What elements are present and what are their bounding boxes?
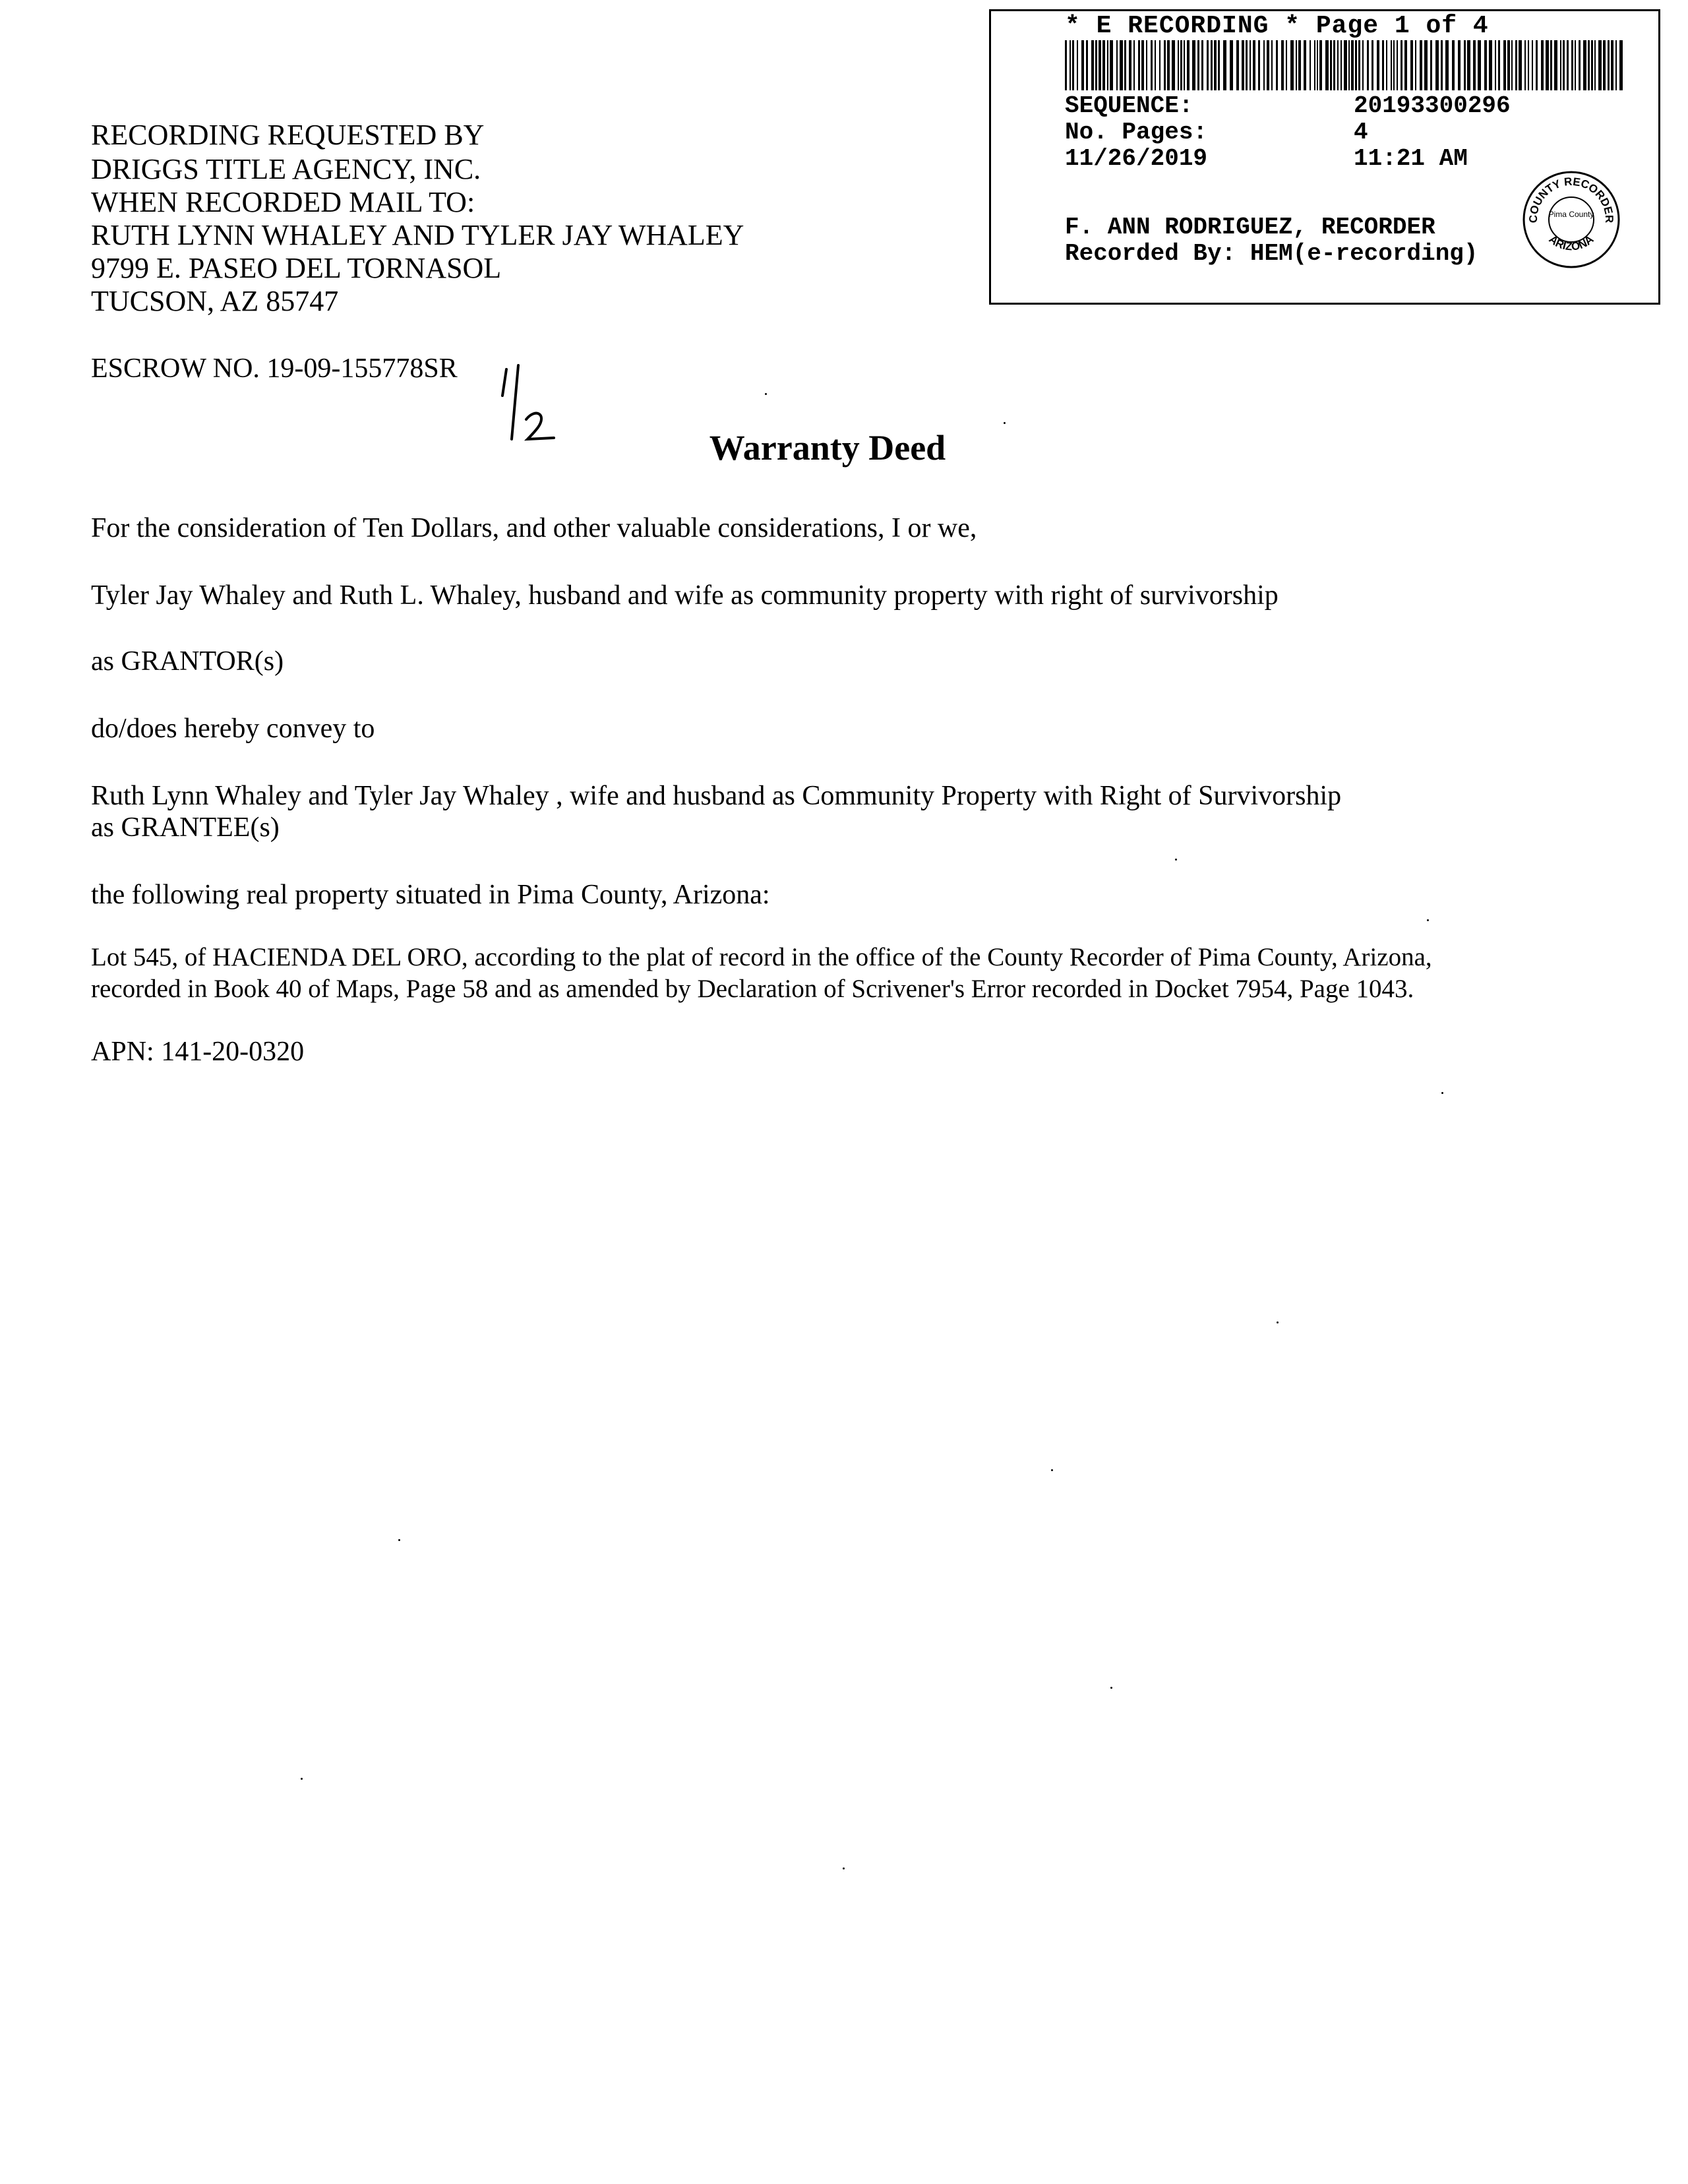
barcode-bar [1594, 40, 1596, 90]
barcode-bar [1314, 40, 1315, 90]
barcode-bar [1180, 40, 1182, 90]
barcode-bar [1223, 40, 1226, 90]
barcode-bar [1095, 40, 1097, 90]
grantees-text: Ruth Lynn Whaley and Tyler Jay Whaley , wife and husband as Community Property with Right of Survivorship [91, 781, 1342, 811]
barcode-bar [1281, 40, 1284, 90]
barcode-bar [1081, 40, 1084, 90]
barcode-bar [1258, 40, 1260, 90]
grantor-label: as GRANTOR(s) [91, 646, 284, 677]
barcode-bar [1536, 40, 1538, 90]
barcode-bar [1511, 40, 1513, 90]
barcode-bar [1467, 40, 1470, 90]
barcode-bar [1120, 40, 1123, 90]
barcode-bar [1138, 40, 1140, 90]
recording-stamp [989, 9, 1660, 305]
barcode-bar [1458, 40, 1461, 90]
barcode-bar [1554, 40, 1557, 90]
barcode-bar [1515, 40, 1517, 90]
barcode-bar [1424, 40, 1428, 90]
barcode-bar [1159, 40, 1160, 90]
barcode-bar [1246, 40, 1248, 90]
apn-number: APN: 141-20-0320 [91, 1037, 305, 1067]
barcode-bar [1351, 40, 1354, 90]
barcode-bar [1397, 40, 1398, 90]
barcode-bar [1410, 40, 1413, 90]
barcode-bar [1445, 40, 1449, 90]
barcode-bar [1579, 40, 1581, 90]
title-agency: DRIGGS TITLE AGENCY, INC. [91, 153, 481, 185]
svg-text:COUNTY RECORDER: COUNTY RECORDER [1526, 175, 1616, 224]
sequence-label: SEQUENCE: [1065, 92, 1193, 119]
svg-text:Pima County: Pima County [1548, 210, 1594, 219]
legal-description-line-1: Lot 545, of HACIENDA DEL ORO, according to the plat of record in the office of the County Recorder of Pima County, Arizona, [91, 943, 1432, 971]
barcode-bar [1065, 40, 1067, 90]
barcode-bar [1192, 40, 1195, 90]
barcode-bar [1524, 40, 1526, 90]
barcode-bar [1218, 40, 1220, 90]
barcode-bar [1197, 40, 1199, 90]
legal-description-line-2: recorded in Book 40 of Maps, Page 58 and as amended by Declaration of Scrivener's Error recorded in Docket 7954, Page 1043. [91, 975, 1414, 1003]
barcode-bar [1560, 40, 1561, 90]
barcode-bar [1386, 40, 1387, 90]
scan-speck [301, 1778, 303, 1780]
barcode-bar [1382, 40, 1384, 90]
barcode-bar [1404, 40, 1407, 90]
barcode-bar [1178, 40, 1179, 90]
barcode-bar [1290, 40, 1294, 90]
barcode-bar [1532, 40, 1533, 90]
barcode-bar [1435, 40, 1439, 90]
barcode-bar [1146, 40, 1147, 90]
barcode-bar [1201, 40, 1203, 90]
pages-value: 4 [1354, 119, 1368, 146]
scan-speck [1004, 422, 1006, 424]
barcode-bar [1286, 40, 1287, 90]
barcode-bar [1107, 40, 1108, 90]
barcode-bar [1478, 40, 1481, 90]
barcode-bar [1415, 40, 1416, 90]
barcode-bar [1325, 40, 1329, 90]
barcode-bar [1615, 40, 1617, 90]
barcode-bar [1498, 40, 1500, 90]
consideration-text: For the consideration of Ten Dollars, and other valuable considerations, I or we, [91, 513, 977, 543]
barcode-bar [1563, 40, 1565, 90]
grantors-text: Tyler Jay Whaley and Ruth L. Whaley, husband and wife as community property with right of survivorship [91, 580, 1279, 611]
barcode-bar [1263, 40, 1265, 90]
barcode-bar [1317, 40, 1318, 90]
barcode-bar [1588, 40, 1590, 90]
barcode-bar [1110, 40, 1113, 90]
barcode-bar [1250, 40, 1251, 90]
scan-speck [1051, 1469, 1053, 1471]
recorded-by: Recorded By: HEM(e-recording) [1065, 240, 1478, 267]
barcode-bar [1495, 40, 1496, 90]
barcode-bar [1355, 40, 1357, 90]
barcode-bar [1603, 40, 1606, 90]
barcode-bar [1528, 40, 1529, 90]
barcode-bar [1391, 40, 1392, 90]
scan-speck [1175, 859, 1177, 861]
barcode-bar [1420, 40, 1422, 90]
barcode-bar [1267, 40, 1269, 90]
barcode-bar [1484, 40, 1487, 90]
barcode-bar [1344, 40, 1347, 90]
barcode-bar [1348, 40, 1350, 90]
barcode-bar [1358, 40, 1360, 90]
mail-to-name: RUTH LYNN WHALEY AND TYLER JAY WHALEY [91, 219, 744, 251]
barcode-bar [1473, 40, 1476, 90]
scan-speck [1441, 1092, 1443, 1094]
pages-label: No. Pages: [1065, 119, 1208, 146]
stamp-header: * E RECORDING * Page 1 of 4 [1065, 12, 1489, 40]
barcode-bar [1072, 40, 1074, 90]
county-seal-icon [1521, 169, 1621, 270]
barcode-bar [1124, 40, 1126, 90]
barcode-bar [1377, 40, 1379, 90]
barcode-bar [1276, 40, 1278, 90]
barcode-bar [1611, 40, 1613, 90]
barcode-bar [1608, 40, 1610, 90]
barcode-bar [1619, 40, 1623, 90]
barcode-bar [1151, 40, 1153, 90]
barcode-bar [1164, 40, 1166, 90]
property-intro: the following real property situated in Pima County, Arizona: [91, 880, 770, 910]
barcode-bar [1230, 40, 1233, 90]
barcode-bar [1099, 40, 1101, 90]
recorder-name: F. ANN RODRIGUEZ, RECORDER [1065, 214, 1435, 241]
barcode-bar [1242, 40, 1244, 90]
scan-speck [1427, 919, 1429, 921]
svg-text:ARIZONA: ARIZONA [1546, 233, 1596, 253]
barcode-bar [1507, 40, 1510, 90]
mail-to-city: TUCSON, AZ 85747 [91, 285, 339, 317]
record-date: 11/26/2019 [1065, 145, 1208, 172]
barcode-bar [1441, 40, 1443, 90]
barcode-bar [1464, 40, 1466, 90]
barcode-bar [1172, 40, 1175, 90]
barcode-bar [1086, 40, 1088, 90]
barcode-bar [1330, 40, 1332, 90]
barcode-bar [1401, 40, 1402, 90]
barcode-bar [1310, 40, 1311, 90]
barcode-bar [1141, 40, 1144, 90]
scan-speck [765, 393, 767, 395]
convey-text: do/does hereby convey to [91, 713, 375, 744]
barcode-bar [1362, 40, 1364, 90]
barcode-bar [1452, 40, 1455, 90]
scan-speck [1277, 1321, 1279, 1323]
barcode-bar [1575, 40, 1576, 90]
barcode-bar [1211, 40, 1213, 90]
grantee-label: as GRANTEE(s) [91, 812, 280, 843]
barcode-bar [1167, 40, 1170, 90]
barcode-bar [1550, 40, 1552, 90]
barcode-bar [1598, 40, 1602, 90]
barcode-bar [1341, 40, 1342, 90]
document-title: Warranty Deed [709, 428, 946, 468]
barcode-bar [1271, 40, 1273, 90]
mail-to-street: 9799 E. PASEO DEL TORNASOL [91, 252, 502, 284]
barcode-bar [1333, 40, 1335, 90]
barcode-bar [1503, 40, 1506, 90]
barcode-bar [1129, 40, 1131, 90]
recording-requested-by: RECORDING REQUESTED BY [91, 119, 485, 151]
barcode-bar [1546, 40, 1549, 90]
barcode-bar [1077, 40, 1078, 90]
scan-speck [1110, 1687, 1112, 1689]
barcode-bar [1567, 40, 1569, 90]
barcode-bar [1296, 40, 1297, 90]
barcode-bar [1430, 40, 1432, 90]
barcode-bar [1337, 40, 1339, 90]
barcode-bar [1070, 40, 1071, 90]
record-time: 11:21 AM [1354, 145, 1468, 172]
barcode-bar [1091, 40, 1094, 90]
barcode-bar [1393, 40, 1395, 90]
barcode-bar [1116, 40, 1118, 90]
barcode-bar [1214, 40, 1217, 90]
barcode-bar [1372, 40, 1373, 90]
escrow-number: ESCROW NO. 19-09-155778SR [91, 353, 458, 384]
barcode-bar [1155, 40, 1156, 90]
mail-to-label: WHEN RECORDED MAIL TO: [91, 186, 475, 218]
barcode-bar [1583, 40, 1586, 90]
scan-speck [843, 1867, 845, 1869]
barcode-bar [1187, 40, 1190, 90]
barcode-bar [1236, 40, 1239, 90]
barcode-bar [1304, 40, 1306, 90]
barcode-bar [1133, 40, 1135, 90]
barcode-bar [1519, 40, 1522, 90]
barcode-bar [1367, 40, 1369, 90]
barcode [1065, 40, 1624, 90]
barcode-bar [1207, 40, 1209, 90]
barcode-bar [1571, 40, 1573, 90]
sequence-value: 20193300296 [1354, 92, 1511, 119]
barcode-bar [1591, 40, 1593, 90]
barcode-bar [1298, 40, 1301, 90]
barcode-bar [1253, 40, 1255, 90]
barcode-bar [1489, 40, 1492, 90]
scan-speck [398, 1539, 400, 1541]
barcode-bar [1102, 40, 1105, 90]
barcode-bar [1184, 40, 1185, 90]
barcode-bar [1541, 40, 1544, 90]
barcode-bar [1319, 40, 1322, 90]
